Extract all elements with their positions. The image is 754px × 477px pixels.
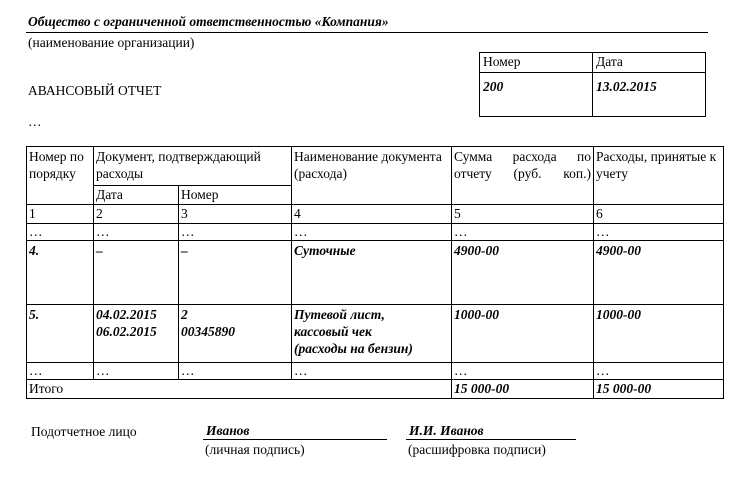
header-ellipsis: …: [28, 114, 42, 129]
header-document-name: Наименование документа (расхода): [292, 147, 452, 205]
total-row: [27, 380, 724, 399]
row-doc-number-line: 2: [181, 307, 188, 322]
header-expense-sum: Сумма расхода по отчету (руб. коп.): [452, 147, 594, 205]
row-doc-name: Суточные: [292, 241, 452, 305]
col-number-3: 3: [179, 205, 292, 224]
row-doc-number: –: [179, 241, 292, 305]
row-doc-number: [179, 305, 292, 363]
row-doc-name-line: (расходы на бензин): [294, 341, 413, 356]
ellipsis-cell: …: [27, 363, 94, 380]
col-number-1: 1: [27, 205, 94, 224]
col-number-6: 6: [594, 205, 724, 224]
report-date: 13.02.2015: [593, 73, 706, 117]
ellipsis-cell: …: [594, 363, 724, 380]
total-accepted: 15 000-00: [594, 380, 724, 399]
row-expense-sum: 4900-00: [452, 241, 594, 305]
row-accepted: 4900-00: [594, 241, 724, 305]
accountable-person-label: Подотчетное лицо: [31, 424, 137, 439]
row-number: 4.: [27, 241, 94, 305]
signature-caption: (личная подпись): [205, 442, 305, 457]
ellipsis-cell: …: [452, 363, 594, 380]
ellipsis-cell: …: [27, 224, 94, 241]
col-number-2: 2: [94, 205, 179, 224]
ellipsis-cell: …: [94, 363, 179, 380]
header-row-number: Номер по порядку: [27, 147, 94, 205]
report-title: АВАНСОВЫЙ ОТЧЕТ: [28, 83, 162, 98]
row-doc-number-line: 00345890: [181, 324, 235, 339]
row-number: 5.: [27, 305, 94, 363]
row-doc-date: –: [94, 241, 179, 305]
total-label: Итого: [27, 380, 452, 399]
total-expense-sum: 15 000-00: [452, 380, 594, 399]
ellipsis-cell: …: [594, 224, 724, 241]
ellipsis-cell: …: [292, 224, 452, 241]
col-number-5: 5: [452, 205, 594, 224]
header-document: Документ, подтверждающий расходы: [94, 147, 292, 186]
signature-decoding: И.И. Иванов: [409, 423, 484, 438]
personal-signature: Иванов: [206, 423, 250, 438]
row-doc-name-line: кассовый чек: [294, 324, 372, 339]
header-doc-date: Дата: [94, 186, 179, 205]
organization-caption: (наименование организации): [28, 35, 195, 50]
number-label: Номер: [480, 53, 593, 73]
expense-table: [26, 146, 724, 399]
table-row: [27, 241, 724, 305]
report-number: 200: [480, 73, 593, 117]
ellipsis-cell: …: [292, 363, 452, 380]
row-doc-date-line: 04.02.2015: [96, 307, 157, 322]
header-accepted: Расходы, принятые к учету: [594, 147, 724, 205]
signature-underline: [203, 439, 387, 440]
ellipsis-cell: …: [179, 224, 292, 241]
organization-underline: [26, 32, 708, 33]
row-doc-name-line: Путевой лист,: [294, 307, 385, 322]
ellipsis-cell: …: [179, 363, 292, 380]
decoding-underline: [406, 439, 576, 440]
table-row: [27, 305, 724, 363]
row-doc-date: [94, 305, 179, 363]
table-row: [27, 224, 724, 241]
row-accepted: 1000-00: [594, 305, 724, 363]
row-expense-sum: 1000-00: [452, 305, 594, 363]
organization-name: Общество с ограниченной ответственностью «Компания»: [28, 14, 389, 29]
header-doc-number: Номер: [179, 186, 292, 205]
report-number-date-table: [479, 52, 706, 117]
col-number-4: 4: [292, 205, 452, 224]
ellipsis-cell: …: [94, 224, 179, 241]
date-label: Дата: [593, 53, 706, 73]
row-doc-name: [292, 305, 452, 363]
table-row: [27, 363, 724, 380]
decoding-caption: (расшифровка подписи): [408, 442, 546, 457]
row-doc-date-line: 06.02.2015: [96, 324, 157, 339]
ellipsis-cell: …: [452, 224, 594, 241]
